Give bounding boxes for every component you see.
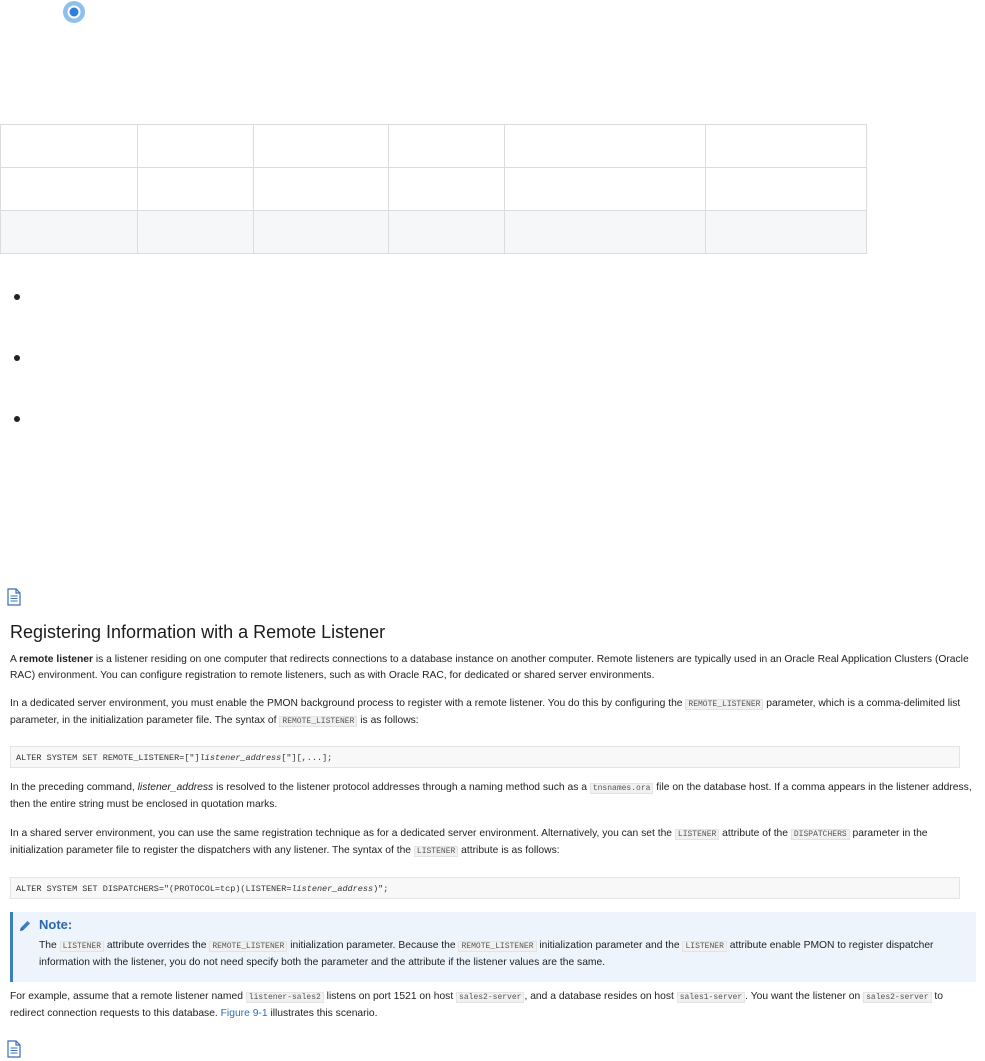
code-text: ALTER SYSTEM SET DISPATCHERS="(PROTOCOL=tcp)(LISTENER= [16,884,292,894]
bullet-marker [14,416,20,422]
text-span: . You want the listener on [745,991,864,1002]
bullet-marker [14,355,20,361]
inline-code: REMOTE_LISTENER [458,941,536,952]
text-span: In a dedicated server environment, you must enable the PMON background process to register with a remote listener. You do this by configuring the [10,698,686,709]
inline-code: REMOTE_LISTENER [685,699,763,710]
text-span: The [39,940,60,951]
bullet-marker [14,294,20,300]
table-row [1,168,867,211]
paragraph-dedicated [10,696,978,730]
note-text [39,938,964,971]
code-block-remote-listener [10,746,960,768]
term-listener-address: listener_address [137,782,214,793]
inline-code: sales2-server [456,992,524,1003]
paragraph-listener-address [10,780,978,813]
inline-code: REMOTE_LISTENER [209,941,287,952]
code-text: ALTER SYSTEM SET REMOTE_LISTENER=["] [16,753,200,763]
inline-code: DISPATCHERS [791,829,850,840]
code-placeholder: listener_address [199,753,282,763]
text-span: In a shared server environment, you can use the same registration technique as for a dedicated server environment. Alternatively, you can set the [10,828,675,839]
text-span: to redirect connection requests to this database. [10,991,943,1019]
inline-code: tnsnames.ora [590,783,654,794]
text-span: In the preceding command, [10,782,138,793]
document-icon [6,1040,22,1058]
inline-code: LISTENER [414,846,458,857]
text-span: file on the database host. If a comma appears in the listener address, then the entire string must be enclosed in quotation marks. [10,782,972,810]
text-span: attribute enable PMON to register dispatcher information with the listener, you do not need specify both the parameter and the attribute if the listener values are the same. [39,940,934,968]
note-box [10,912,976,982]
text-span: parameter in the initialization parameter file to register the dispatchers with any listener. The syntax of the [10,828,928,856]
paragraph-intro [10,652,978,684]
code-text: )"; [373,884,389,894]
code-block-dispatchers [10,877,960,899]
table-row [1,211,867,254]
term-remote-listener: remote listener [19,654,93,665]
text-span: parameter, which is a comma-delimited list parameter, in the initialization parameter file. The syntax of [10,698,961,726]
text-span: initialization parameter. Because the [287,940,459,951]
text-span: listens on port 1521 on host [323,991,457,1002]
text-span: , and a database resides on host [524,991,677,1002]
text-span: A [10,654,20,665]
document-icon [6,588,22,606]
empty-table [0,124,867,254]
inline-code: sales2-server [863,992,931,1003]
text-span: is resolved to the listener protocol addresses through a naming method such as a [213,782,590,793]
paragraph-example [10,989,978,1022]
inline-code: listener-sales2 [246,992,324,1003]
inline-code: LISTENER [675,829,719,840]
table-row [1,125,867,168]
text-span: illustrates this scenario. [267,1008,378,1019]
text-span: is a listener residing on one computer that redirects connections to a database instance on another computer. Remote listeners are typically used in an Oracle Real Application Clusters (Oracle RAC) environment. You can configure registration to remote listeners, such as with Oracle RAC, for dedicated or shared server environments. [10,654,969,681]
text-span: attribute of the [719,828,791,839]
section-title: Registering Information with a Remote Listener [10,622,386,642]
inline-code: REMOTE_LISTENER [279,716,357,727]
text-span: initialization parameter and the [536,940,683,951]
text-span: is as follows: [357,715,419,726]
pencil-icon [18,919,32,933]
code-placeholder: listener_address [291,884,374,894]
text-span: attribute is as follows: [458,845,560,856]
text-span: attribute overrides the [104,940,210,951]
code-text: ["][,...]; [281,753,333,763]
note-title: Note: [39,917,73,932]
text-span: For example, assume that a remote listener named [10,991,246,1002]
inline-code: LISTENER [60,941,104,952]
inline-code: LISTENER [682,941,726,952]
figure-link[interactable]: Figure 9-1 [220,1008,268,1019]
inline-code: sales1-server [677,992,745,1003]
paragraph-shared [10,826,978,860]
browser-icon [62,0,86,24]
